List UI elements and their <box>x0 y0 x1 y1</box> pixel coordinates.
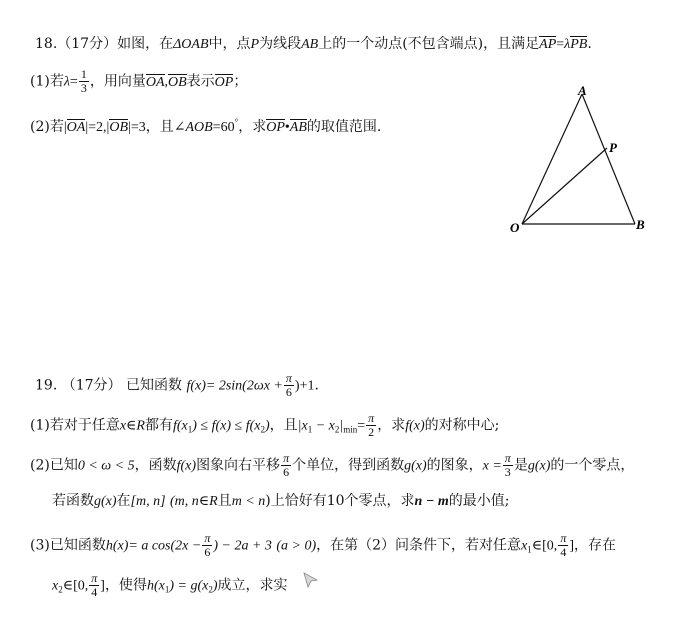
fraction-numerator: π <box>91 571 98 585</box>
fraction-one-third <box>79 68 89 95</box>
q18-score: （17分） <box>57 36 118 52</box>
q19-text: 成立，求实 <box>217 577 288 594</box>
q19-text: ，函数 <box>134 457 177 474</box>
fraction-pi-3 <box>503 452 513 479</box>
vector-PB: PB <box>570 37 588 52</box>
triangle-figure <box>500 82 660 242</box>
min-subscript: min <box>343 424 358 435</box>
label-B: B <box>636 217 645 232</box>
q18-part2-label: (2)若 <box>30 119 64 135</box>
q19-text: ，存在 <box>574 537 616 554</box>
formula: )+1 <box>294 378 315 394</box>
lambda-symbol: λ <box>63 74 70 90</box>
function-h: h(x) <box>105 538 129 554</box>
q19-number: 19. <box>35 377 58 394</box>
vector-AB: AB <box>289 120 307 135</box>
q19-text: 是 <box>513 457 528 474</box>
interval: ] <box>100 578 105 594</box>
q18-text: ，求 <box>238 119 267 135</box>
formula: = a cos(2x − <box>128 538 202 554</box>
condition: (a > 0) <box>276 538 317 554</box>
vector-OA: OA <box>145 74 165 90</box>
inequality: ) <box>264 418 270 434</box>
q19-text: 都有 <box>144 417 173 434</box>
q19-part2-cont <box>52 492 509 511</box>
fraction-numerator: π <box>283 451 290 465</box>
segment-OP <box>522 148 607 224</box>
q19-text: 若函数 <box>52 493 94 509</box>
x-equals: x = <box>482 458 502 474</box>
q18-text: 如图，在 <box>117 36 174 52</box>
variable-x2: x <box>52 578 59 594</box>
q19-stem <box>35 372 319 399</box>
formula: ) − 2a + 3 <box>213 538 272 554</box>
subscript: 1 <box>187 424 193 435</box>
q18-text: 为线段 <box>259 36 302 52</box>
q18-text: 上的一个动点(不包含端点)，且满足 <box>318 36 540 52</box>
fraction-pi-2 <box>366 412 376 439</box>
q19-score: （17分） <box>61 377 122 394</box>
fraction-denominator: 6 <box>204 545 211 559</box>
function-f: f(x) <box>186 378 206 394</box>
condition: x∈R <box>119 418 145 434</box>
q18-text: 表示 <box>186 73 215 90</box>
q19-part2-label: (2)已知 <box>30 457 78 474</box>
q19-part2 <box>30 452 634 479</box>
function-f: f(x) <box>405 418 425 434</box>
fraction-denominator: 3 <box>504 465 511 479</box>
side-AB <box>582 94 635 224</box>
abs-expression: − x <box>312 418 335 434</box>
fraction-pi-4 <box>89 572 99 599</box>
interval: ∈[0, <box>62 578 89 594</box>
angle-value: =60 <box>212 120 235 135</box>
fraction-pi-6 <box>284 372 294 399</box>
value: =3 <box>130 120 146 135</box>
subscript: 1 <box>164 584 170 595</box>
vector-OB: OB <box>168 74 187 90</box>
q19-text: 图象向右平移 <box>196 457 281 474</box>
function-g: g(x) <box>94 494 117 509</box>
equals-sign: = <box>357 418 366 434</box>
n-minus-m: n − m <box>414 494 449 509</box>
fraction-numerator: π <box>560 531 567 545</box>
q18-number: 18. <box>35 36 58 52</box>
angle-AOB: ∠AOB <box>173 120 213 135</box>
equation: ) <box>212 578 218 594</box>
interval: ∈[0, <box>531 538 558 554</box>
q19-text: ，求 <box>377 417 406 434</box>
q19-part1 <box>30 412 499 439</box>
fraction-numerator: π <box>504 451 511 465</box>
function-f: f(x) <box>176 458 197 474</box>
q19-part3-cont <box>52 572 288 599</box>
abs-expression: |x <box>297 418 308 434</box>
vector-OP: OP <box>266 120 285 135</box>
fraction-pi-6 <box>202 532 212 559</box>
q19-text: 的对称中心; <box>424 417 500 434</box>
fraction-denominator: 3 <box>80 81 87 95</box>
dot-product: • <box>284 120 290 135</box>
lambda-symbol: λ <box>564 37 571 52</box>
vector-OA: OA <box>66 120 86 135</box>
q19-text: )上恰好有10个零点，求 <box>265 493 415 509</box>
q19-part3 <box>30 532 616 559</box>
q19-text: ，使得 <box>104 577 147 594</box>
interval-mn: [m, n] <box>130 494 166 509</box>
omega-range: 0 < ω < 5 <box>77 458 135 474</box>
equals-sign: = <box>556 37 565 52</box>
mouse-cursor-icon <box>302 571 320 589</box>
condition: (m, n∈R <box>170 494 218 509</box>
q18-part2: (2)若|OA|=2,|OB|=3，且∠AOB=60°，求OP•AB的取值范围. <box>30 117 382 135</box>
q18-text: ，且 <box>145 119 174 135</box>
vector-OB: OB <box>109 120 129 135</box>
q18-stem <box>35 35 592 54</box>
q18-text: ，用向量 <box>89 73 146 90</box>
subscript: 2 <box>260 424 265 435</box>
q19-text: ，在第（2）问条件下，若对任意 <box>316 537 522 554</box>
q19-text: ，且 <box>269 417 298 434</box>
subscript: 2 <box>208 584 213 595</box>
fraction-numerator: π <box>285 371 292 385</box>
subscript: 2 <box>58 584 63 595</box>
q19-text: 的最小值; <box>448 493 510 509</box>
q18-part1-label: (1)若 <box>30 73 64 90</box>
formula: = 2sin(2ωx + <box>205 378 283 394</box>
abs-expression: | <box>339 418 344 434</box>
period: . <box>314 377 319 394</box>
q18-part1 <box>30 68 247 95</box>
fraction-pi-4 <box>558 532 568 559</box>
q18-text: 中，点 <box>208 36 251 52</box>
function-g: g(x) <box>404 458 427 474</box>
q19-part3-label: (3)已知函数 <box>30 537 106 554</box>
variable-x1: x <box>521 538 528 554</box>
vector-OP: OP <box>214 74 234 90</box>
equation: h(x <box>146 578 165 594</box>
fraction-pi-6 <box>281 452 291 479</box>
label-A: A <box>578 83 587 98</box>
subscript: 1 <box>307 424 313 435</box>
q19-text: 已知函数 <box>126 377 182 394</box>
q19-text: 在 <box>116 493 131 509</box>
q18-text: 的取值范围. <box>306 119 382 135</box>
inequality: f(x <box>172 418 188 434</box>
q19-text: 个单位，得到函数 <box>292 457 405 474</box>
vector-AP: AP <box>539 37 557 52</box>
subscript: 2 <box>334 424 340 435</box>
inequality: ) ≤ f(x) ≤ f(x <box>192 418 261 434</box>
q19-text: 且 <box>217 493 232 509</box>
value: =2, <box>88 120 107 135</box>
q19-text: 的一个零点， <box>550 457 635 474</box>
fraction-denominator: 4 <box>560 545 567 559</box>
fraction-denominator: 2 <box>368 425 375 439</box>
period: . <box>587 36 592 52</box>
interval: ] <box>569 538 574 554</box>
q18-point: P <box>250 37 260 52</box>
label-O: O <box>510 220 520 235</box>
fraction-denominator: 6 <box>285 385 292 399</box>
subscript: 1 <box>527 544 532 555</box>
equals-sign: = <box>69 74 78 90</box>
fraction-numerator: 1 <box>80 67 87 81</box>
equation: ) = g(x <box>169 578 209 594</box>
fraction-denominator: 4 <box>91 585 98 599</box>
comma: , <box>164 74 168 90</box>
function-g: g(x) <box>527 458 551 474</box>
degree-symbol: ° <box>234 117 239 127</box>
q18-segment: AB <box>301 37 319 52</box>
fraction-numerator: π <box>368 411 375 425</box>
label-P: P <box>609 140 617 155</box>
semicolon: ； <box>233 73 248 90</box>
q19-text: 的图象， <box>426 457 483 474</box>
fraction-numerator: π <box>204 531 211 545</box>
fraction-denominator: 6 <box>283 465 290 479</box>
side-OA <box>522 94 582 224</box>
q19-part1-label: (1)若对于任意 <box>30 417 120 434</box>
condition: m < n <box>231 494 266 509</box>
q18-triangle: ΔOAB <box>173 37 209 52</box>
